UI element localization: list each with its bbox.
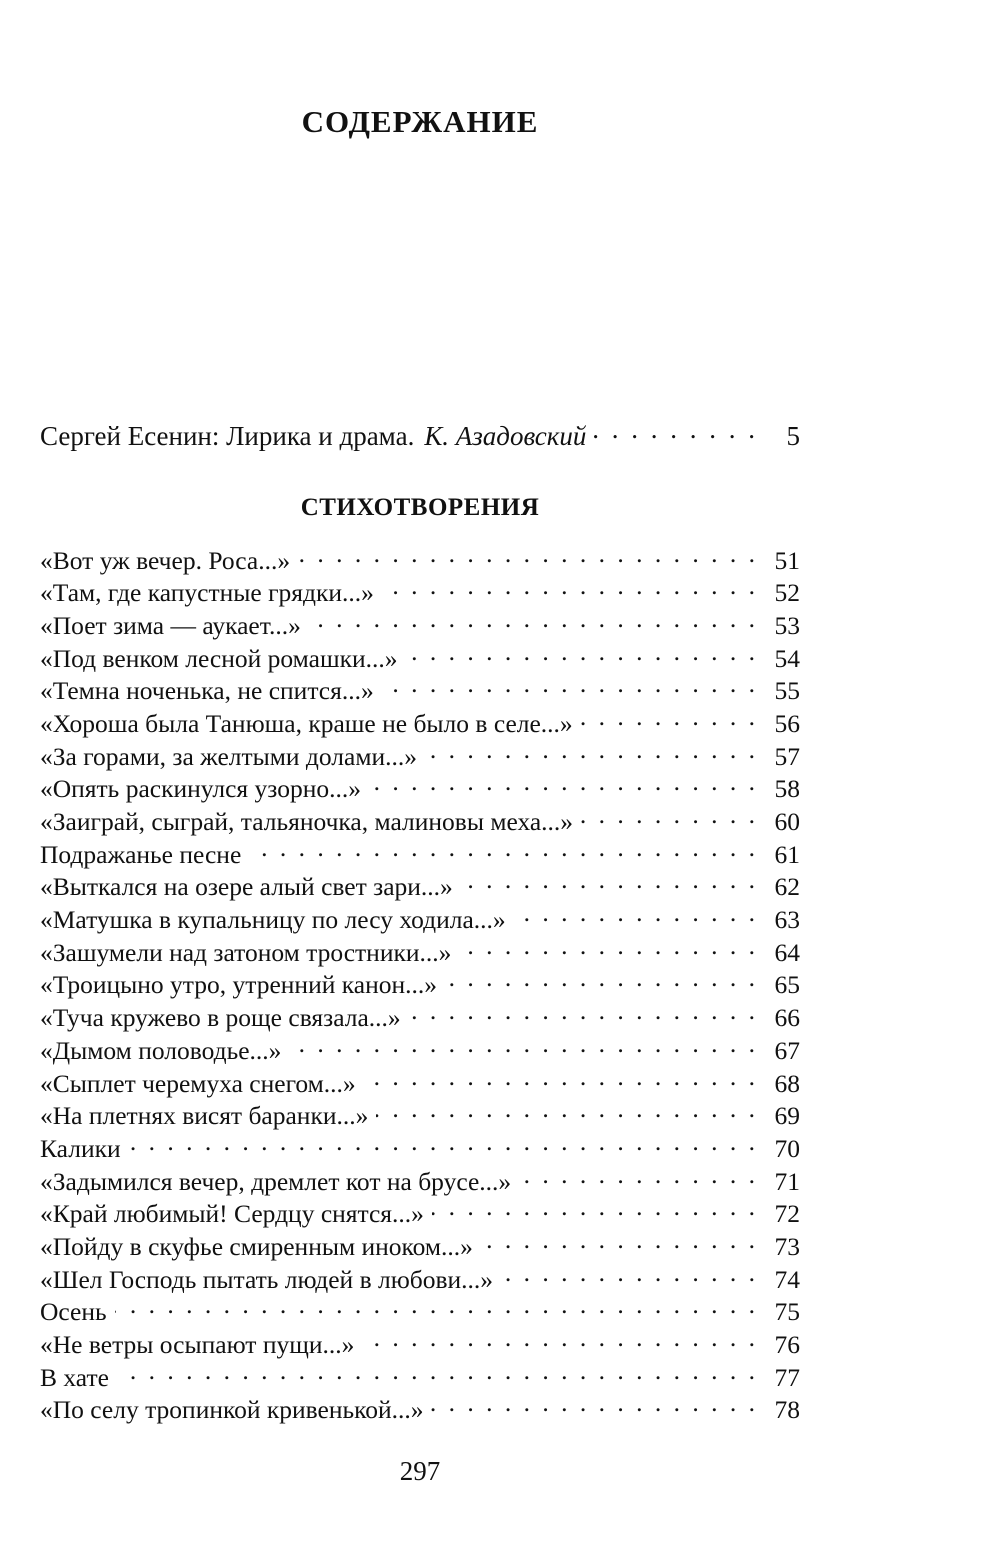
toc-entry[interactable] bbox=[40, 772, 800, 805]
dot-leader bbox=[129, 1131, 758, 1157]
toc-entry[interactable] bbox=[40, 805, 800, 838]
dot-leader bbox=[369, 772, 758, 798]
dot-leader bbox=[249, 837, 758, 863]
dot-leader bbox=[581, 805, 758, 831]
dot-leader bbox=[382, 674, 758, 700]
page-title: СОДЕРЖАНИЕ bbox=[301, 104, 539, 139]
toc-entry[interactable] bbox=[40, 1131, 800, 1164]
toc-entry-page-number: 76 bbox=[774, 1330, 800, 1359]
section-title: СТИХОТВОРЕНИЯ bbox=[300, 494, 540, 521]
toc-entry[interactable] bbox=[40, 870, 800, 903]
dot-leader bbox=[364, 1066, 758, 1092]
dot-leader bbox=[425, 739, 758, 765]
dot-leader bbox=[519, 1164, 758, 1190]
toc-entry-page-number: 78 bbox=[774, 1395, 800, 1425]
toc-entry[interactable] bbox=[40, 1164, 800, 1197]
dot-leader bbox=[514, 903, 758, 929]
dot-leader bbox=[406, 641, 758, 667]
dot-leader bbox=[117, 1360, 758, 1386]
toc-entry-page-number: 55 bbox=[774, 676, 800, 706]
toc-entry-title: «За горами, за желтыми долами...» bbox=[40, 741, 418, 771]
toc-entry-title: «Поет зима — аукает...» bbox=[40, 610, 301, 640]
toc-entry[interactable] bbox=[40, 706, 800, 739]
toc-entry-title: «Пойду в скуфье смиренным иноком...» bbox=[40, 1231, 473, 1261]
intro-entry[interactable] bbox=[40, 418, 800, 452]
toc-entry[interactable] bbox=[40, 837, 800, 870]
toc-entry-page-number: 66 bbox=[774, 1003, 800, 1033]
toc-entry[interactable] bbox=[40, 739, 800, 772]
toc-entry[interactable] bbox=[40, 1099, 800, 1132]
toc-entry-page-number: 52 bbox=[774, 578, 800, 608]
intro-page-number: 5 bbox=[786, 421, 800, 451]
toc-entry-page-number: 65 bbox=[774, 970, 800, 1000]
toc-entry[interactable] bbox=[40, 968, 800, 1001]
toc-entry-title: «Троицыно утро, утренний канон...» bbox=[40, 970, 437, 1000]
toc-entry-page-number: 70 bbox=[774, 1133, 800, 1163]
toc-entry[interactable] bbox=[40, 1360, 800, 1393]
toc-entry-page-number: 57 bbox=[774, 741, 800, 771]
toc-entry-title: «Дымом половодье...» bbox=[40, 1035, 282, 1065]
toc-entry[interactable] bbox=[40, 903, 800, 936]
toc-entry-page-number: 60 bbox=[774, 807, 800, 836]
dot-leader bbox=[289, 1033, 758, 1059]
toc-entry[interactable] bbox=[40, 935, 800, 968]
toc-entry-title: «На плетнях висят баранки...» bbox=[40, 1101, 369, 1131]
toc-entry[interactable] bbox=[40, 1229, 800, 1262]
toc-entry-page-number: 71 bbox=[774, 1166, 800, 1196]
toc-entry-page-number: 73 bbox=[774, 1231, 800, 1261]
toc-entry-page-number: 69 bbox=[774, 1101, 800, 1131]
dot-leader bbox=[382, 576, 758, 602]
dot-leader bbox=[298, 543, 758, 569]
toc-entry-title: Подражанье песне bbox=[40, 839, 242, 869]
toc-entry[interactable] bbox=[40, 576, 800, 609]
toc-entry-title: «Темна ноченька, не спится...» bbox=[40, 676, 374, 706]
toc-entry-title: «Зашумели над затоном тростники...» bbox=[40, 937, 452, 967]
toc-entry-title: Осень bbox=[40, 1297, 107, 1327]
toc-entry[interactable] bbox=[40, 1197, 800, 1230]
toc-entry-title: «Выткался на озере алый свет зари...» bbox=[40, 872, 453, 902]
toc-entry-title: «Матушка в купальницу по лесу ходила...» bbox=[40, 905, 506, 935]
folio-page-number: 297 bbox=[399, 1456, 441, 1486]
toc-entry[interactable] bbox=[40, 1328, 800, 1361]
toc-entry-page-number: 74 bbox=[774, 1264, 800, 1294]
intro-title: Сергей Есенин: Лирика и драма. bbox=[40, 421, 415, 451]
toc-entry-title: «Под венком лесной ромашки...» bbox=[40, 643, 398, 673]
toc-entry-page-number: 51 bbox=[774, 545, 800, 575]
toc-entry-page-number: 58 bbox=[774, 774, 800, 804]
dot-leader bbox=[115, 1295, 758, 1321]
toc-entry[interactable] bbox=[40, 674, 800, 707]
toc-entry-page-number: 75 bbox=[774, 1297, 800, 1327]
toc-entry-title: «По селу тропинкой кривенькой...» bbox=[40, 1395, 424, 1425]
toc-entry[interactable] bbox=[40, 1001, 800, 1034]
dot-leader bbox=[459, 935, 758, 961]
dot-leader bbox=[432, 1197, 758, 1223]
toc-entry[interactable] bbox=[40, 1262, 800, 1295]
toc-entry-title: «Хороша была Танюша, краше не было в селе...» bbox=[40, 708, 573, 738]
toc-entry-title: «Там, где капустные грядки...» bbox=[40, 578, 374, 608]
dot-leader bbox=[376, 1099, 758, 1125]
toc-entry-title: Калики bbox=[40, 1133, 121, 1163]
toc-entry-page-number: 67 bbox=[774, 1035, 800, 1065]
toc-entry-page-number: 68 bbox=[774, 1068, 800, 1098]
dot-leader bbox=[409, 1001, 758, 1027]
intro-author: К. Азадовский bbox=[424, 421, 587, 451]
toc-entry-title: «Заиграй, сыграй, тальяночка, малиновы меха...» bbox=[40, 807, 574, 836]
toc-entry-page-number: 72 bbox=[774, 1199, 800, 1229]
toc-list bbox=[40, 543, 800, 1426]
dot-leader bbox=[431, 1393, 758, 1419]
toc-entry[interactable] bbox=[40, 543, 800, 576]
toc-entry-title: «Опять раскинулся узорно...» bbox=[40, 774, 361, 804]
toc-entry-page-number: 56 bbox=[774, 708, 800, 738]
toc-entry[interactable] bbox=[40, 1295, 800, 1328]
toc-entry-page-number: 54 bbox=[774, 643, 800, 673]
toc-entry-title: «Сыплет черемуха снегом...» bbox=[40, 1068, 356, 1098]
toc-entry-page-number: 62 bbox=[774, 872, 800, 902]
toc-entry-title: «Шел Господь пытать людей в любови...» bbox=[40, 1264, 494, 1294]
toc-entry-title: В хате bbox=[40, 1362, 109, 1392]
toc-entry-title: «Туча кружево в роще связала...» bbox=[40, 1003, 401, 1033]
dot-leader bbox=[481, 1229, 758, 1255]
toc-entry[interactable] bbox=[40, 641, 800, 674]
toc-entry-page-number: 61 bbox=[774, 839, 800, 869]
dot-leader bbox=[309, 608, 758, 634]
toc-entry-page-number: 64 bbox=[774, 937, 800, 967]
toc-entry-page-number: 63 bbox=[774, 905, 800, 935]
dot-leader bbox=[461, 870, 758, 896]
dot-leader bbox=[501, 1262, 758, 1288]
toc-entry[interactable] bbox=[40, 608, 800, 641]
toc-entry-page-number: 53 bbox=[774, 610, 800, 640]
toc-entry[interactable] bbox=[40, 1066, 800, 1099]
toc-entry-title: «Задымился вечер, дремлет кот на брусе...» bbox=[40, 1166, 512, 1196]
toc-entry-title: «Не ветры осыпают пущи...» bbox=[40, 1330, 355, 1359]
toc-entry[interactable] bbox=[40, 1033, 800, 1066]
dot-leader bbox=[581, 706, 758, 732]
toc-entry-page-number: 77 bbox=[774, 1362, 800, 1392]
toc-entry-title: «Край любимый! Сердцу снятся...» bbox=[40, 1199, 424, 1229]
toc-entry[interactable] bbox=[40, 1393, 800, 1426]
toc-entry-title: «Вот уж вечер. Роса...» bbox=[40, 545, 291, 575]
dot-leader bbox=[362, 1328, 758, 1354]
dot-leader bbox=[445, 968, 758, 994]
dot-leader bbox=[594, 418, 758, 445]
